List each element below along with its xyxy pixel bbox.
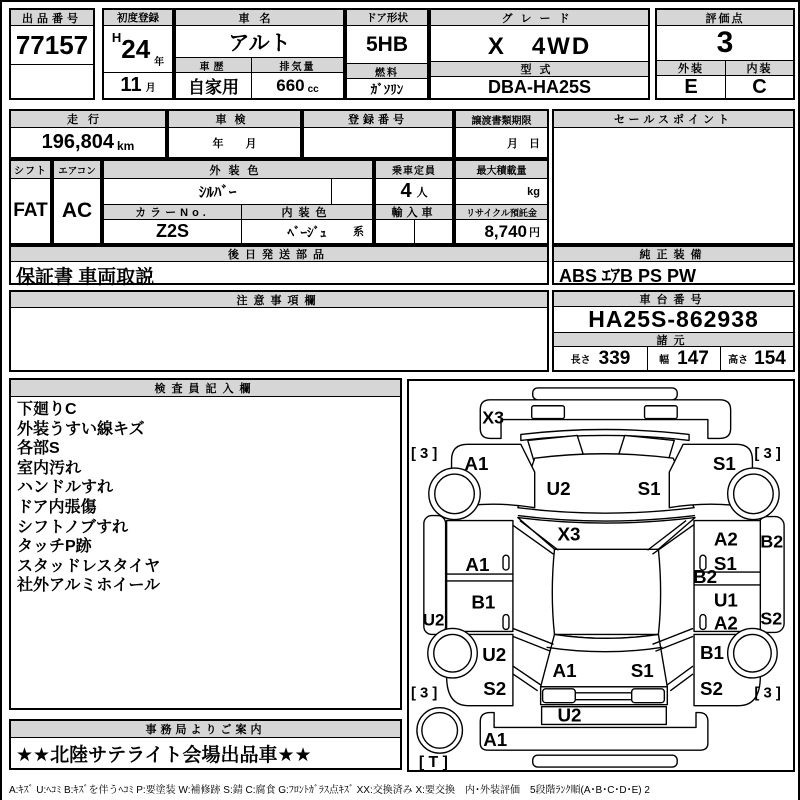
damage-code: A1 bbox=[465, 554, 490, 576]
damage-code: S2 bbox=[699, 677, 723, 699]
first-registration-year bbox=[104, 26, 172, 72]
score-label: 評価点 bbox=[657, 10, 793, 26]
door-shape-label: ドア形状 bbox=[347, 10, 427, 26]
damage-code: X3 bbox=[557, 523, 581, 545]
inspector-line: タッチP跡 bbox=[17, 538, 92, 556]
inspector-line: 下廻りC bbox=[17, 401, 77, 418]
later-parts-value: 保証書 車両取説 bbox=[16, 267, 155, 288]
max-load-value bbox=[456, 179, 547, 205]
damage-code: U2 bbox=[546, 477, 571, 499]
transfer-deadline-value: 月 日 bbox=[507, 137, 540, 150]
import-value bbox=[376, 220, 414, 243]
auction-number-empty-cell bbox=[11, 65, 93, 98]
chassis-number-box bbox=[552, 290, 795, 372]
aircon-label: エアコン bbox=[54, 161, 100, 179]
interior-color-value bbox=[241, 220, 372, 243]
spec-width-label: 幅 bbox=[659, 355, 670, 366]
spec-length-value: 339 bbox=[598, 347, 631, 369]
mileage-value bbox=[11, 128, 165, 157]
spec-length bbox=[554, 347, 647, 370]
caution-label: 注意事項欄 bbox=[11, 292, 547, 308]
later-parts-label: 後日発送部品 bbox=[11, 247, 547, 262]
sales-point-label: セールスポイント bbox=[554, 111, 793, 128]
caution-value bbox=[11, 308, 547, 370]
reg-year-value: 24 bbox=[121, 33, 151, 64]
score-value: 3 bbox=[657, 26, 793, 61]
damage-code: X3 bbox=[482, 407, 505, 428]
spec-height-label: 高さ bbox=[728, 355, 749, 366]
car-damage-diagram bbox=[409, 381, 793, 770]
inspector-lines bbox=[11, 397, 400, 708]
history-cell bbox=[176, 58, 251, 98]
inspector-notes-label: 検査員記入欄 bbox=[11, 380, 400, 397]
caution-box bbox=[9, 290, 549, 372]
damage-code: S1 bbox=[630, 659, 654, 681]
damage-code: B2 bbox=[693, 565, 718, 587]
inspector-line: ハンドルすれ bbox=[17, 479, 114, 497]
color-no-label: カラーNo. bbox=[104, 205, 241, 220]
car-outline bbox=[417, 388, 784, 767]
damage-code: [ 3 ] bbox=[410, 685, 438, 702]
damage-code-legend: A:ｷｽﾞ U:ﾍｺﾐ B:ｷｽﾞを伴うﾍｺﾐ P:要塗装 W:補修跡 S:錆 C:腐食 G:ﾌﾛﾝﾄｶﾞﾗｽ点ｷｽﾞ XX:交換済み X:要交換 内･外装評価 5段階ﾗﾝｸ順(A･B･C･D･E) 2 bbox=[9, 785, 650, 796]
damage-diagram-box bbox=[407, 379, 795, 772]
inspector-notes-box bbox=[9, 378, 402, 710]
reg-year-unit: 年 bbox=[154, 57, 165, 68]
first-registration-month bbox=[104, 72, 172, 98]
damage-code: A2 bbox=[713, 612, 738, 634]
mileage-label: 走行 bbox=[11, 111, 165, 128]
import-label: 輸入車 bbox=[376, 205, 452, 220]
spec-width bbox=[647, 347, 720, 370]
inspection-value: 年 月 bbox=[212, 137, 257, 150]
shift-value: FAT bbox=[13, 200, 48, 221]
car-name-value: アルト bbox=[176, 26, 343, 58]
damage-code: U2 bbox=[482, 644, 507, 666]
recycle-fee-unit: 円 bbox=[529, 227, 540, 239]
auction-number-box bbox=[9, 8, 95, 100]
reg-month-value: 11 bbox=[120, 74, 142, 96]
exterior-color-label: 外装色 bbox=[104, 161, 372, 179]
aircon-box bbox=[52, 159, 102, 245]
exterior-grade-label: 外装 bbox=[657, 61, 725, 76]
oem-equipment-value: ABS ｴｱB PS PW bbox=[559, 266, 697, 286]
history-label: 車歴 bbox=[176, 58, 251, 73]
model-code-value: DBA-HA25S bbox=[487, 77, 592, 97]
damage-code: [ 3 ] bbox=[754, 446, 781, 463]
damage-code: [ 3 ] bbox=[410, 446, 438, 463]
color-no-value: Z2S bbox=[155, 221, 189, 241]
chassis-number-value: HA25S-862938 bbox=[554, 307, 793, 333]
grade-label: グレード bbox=[431, 10, 648, 26]
office-notice-box bbox=[9, 719, 402, 770]
recycle-fee-value bbox=[456, 220, 547, 243]
damage-code: A1 bbox=[464, 453, 489, 475]
first-registration-box bbox=[102, 8, 174, 100]
chassis-number-label: 車台番号 bbox=[554, 292, 793, 307]
damage-code: U1 bbox=[713, 589, 738, 611]
office-notice-label: 事務局よりご案内 bbox=[11, 721, 400, 738]
max-load-box bbox=[454, 159, 549, 245]
capacity-box bbox=[374, 159, 454, 245]
auction-number-label: 出品番号 bbox=[11, 10, 93, 26]
displacement-cell bbox=[251, 58, 343, 98]
displacement-label: 排気量 bbox=[252, 58, 343, 73]
interior-color-label: 内装色 bbox=[241, 205, 372, 220]
interior-grade-label: 内装 bbox=[725, 61, 793, 76]
transfer-deadline-box bbox=[454, 109, 549, 159]
sales-point-box bbox=[552, 109, 795, 245]
mileage-box bbox=[9, 109, 167, 159]
spec-height-value: 154 bbox=[754, 347, 786, 369]
inspection-label: 車検 bbox=[169, 111, 300, 128]
damage-code: S2 bbox=[483, 677, 507, 699]
sales-point-value bbox=[554, 128, 793, 243]
registration-number-box bbox=[302, 109, 454, 159]
damage-code: U2 bbox=[557, 704, 582, 726]
first-registration-label: 初度登録 bbox=[104, 10, 172, 26]
grade-box bbox=[429, 8, 650, 100]
interior-color-name: ﾍﾞｰｼﾞｭ bbox=[287, 225, 327, 240]
max-load-label: 最大積載量 bbox=[456, 161, 547, 179]
inspector-line: シフトノブすれ bbox=[17, 518, 129, 536]
spec-width-value: 147 bbox=[677, 347, 709, 369]
fuel-label: 燃料 bbox=[347, 64, 427, 79]
inspector-line: 社外アルミホイール bbox=[17, 577, 161, 595]
damage-code: S1 bbox=[712, 453, 736, 475]
mileage-unit: km bbox=[116, 139, 135, 153]
spec-length-label: 長さ bbox=[570, 355, 591, 366]
import-sub-cell bbox=[414, 220, 453, 243]
era-letter: H bbox=[111, 30, 122, 45]
model-code-label: 型式 bbox=[431, 62, 648, 77]
exterior-color-value: ｼﾙﾊﾞｰ bbox=[198, 184, 237, 201]
displacement-number: 660 bbox=[276, 75, 305, 95]
color-box bbox=[102, 159, 374, 245]
exterior-grade-value: E bbox=[684, 76, 698, 98]
damage-code: S1 bbox=[637, 477, 661, 499]
aircon-value: AC bbox=[61, 199, 93, 222]
damage-code: S1 bbox=[713, 553, 737, 575]
capacity-unit: 人 bbox=[416, 187, 428, 199]
damage-code: B1 bbox=[471, 591, 496, 613]
car-name-label: 車名 bbox=[176, 10, 343, 26]
capacity-number: 4 bbox=[400, 180, 412, 202]
capacity-label: 乗車定員 bbox=[376, 161, 452, 179]
auction-number-value: 77157 bbox=[11, 26, 93, 65]
grade-value: X 4WD bbox=[431, 26, 648, 62]
damage-code: [ T ] bbox=[418, 754, 448, 770]
reg-month-unit: 月 bbox=[145, 83, 156, 94]
damage-code: A1 bbox=[483, 729, 508, 751]
recycle-fee-number: 8,740 bbox=[484, 221, 527, 241]
history-value: 自家用 bbox=[188, 78, 239, 97]
max-load-unit: kg bbox=[527, 185, 540, 198]
recycle-fee-label: リサイクル預託金 bbox=[456, 205, 547, 220]
displacement-unit: cc bbox=[307, 84, 319, 95]
inspection-expiry-box bbox=[167, 109, 302, 159]
car-name-box bbox=[174, 8, 345, 100]
spec-height bbox=[720, 347, 793, 370]
transfer-deadline-label: 譲渡書類期限 bbox=[456, 111, 547, 128]
damage-code: B1 bbox=[699, 642, 724, 664]
damage-code: A2 bbox=[713, 528, 738, 550]
inspector-line: 各部S bbox=[17, 440, 60, 458]
inspector-line: ドア内張傷 bbox=[17, 498, 97, 516]
shift-box bbox=[9, 159, 52, 245]
damage-code: S2 bbox=[760, 608, 783, 629]
interior-color-suffix: 系 bbox=[353, 226, 364, 238]
inspector-line: 外装うすい線キズ bbox=[17, 420, 145, 438]
registration-number-value bbox=[304, 128, 452, 157]
interior-grade-value: C bbox=[725, 76, 793, 99]
inspector-line: スタッドレスタイヤ bbox=[17, 557, 161, 575]
mileage-number: 196,804 bbox=[41, 131, 114, 153]
displacement-value bbox=[252, 73, 343, 98]
oem-equipment-label: 純正装備 bbox=[554, 247, 793, 262]
fuel-value: ｶﾞｿﾘﾝ bbox=[370, 82, 404, 97]
door-shape-value: 5HB bbox=[347, 26, 427, 64]
damage-code: [ 3 ] bbox=[754, 685, 781, 702]
shift-label: シフト bbox=[11, 161, 50, 179]
office-notice-value: ★★北陸サテライト会場出品車★★ bbox=[16, 744, 312, 766]
inspector-line: 室内汚れ bbox=[17, 459, 82, 477]
damage-code: U2 bbox=[422, 610, 445, 630]
exterior-color-sub-cell bbox=[331, 179, 372, 204]
score-box bbox=[655, 8, 795, 100]
registration-number-label: 登録番号 bbox=[304, 111, 452, 128]
capacity-value bbox=[376, 179, 452, 205]
later-parts-box bbox=[9, 245, 549, 288]
specs-label: 諸元 bbox=[554, 333, 793, 347]
door-shape-box bbox=[345, 8, 429, 100]
oem-equipment-box bbox=[552, 245, 795, 285]
damage-code: A1 bbox=[552, 659, 577, 681]
damage-code: B2 bbox=[760, 531, 784, 552]
